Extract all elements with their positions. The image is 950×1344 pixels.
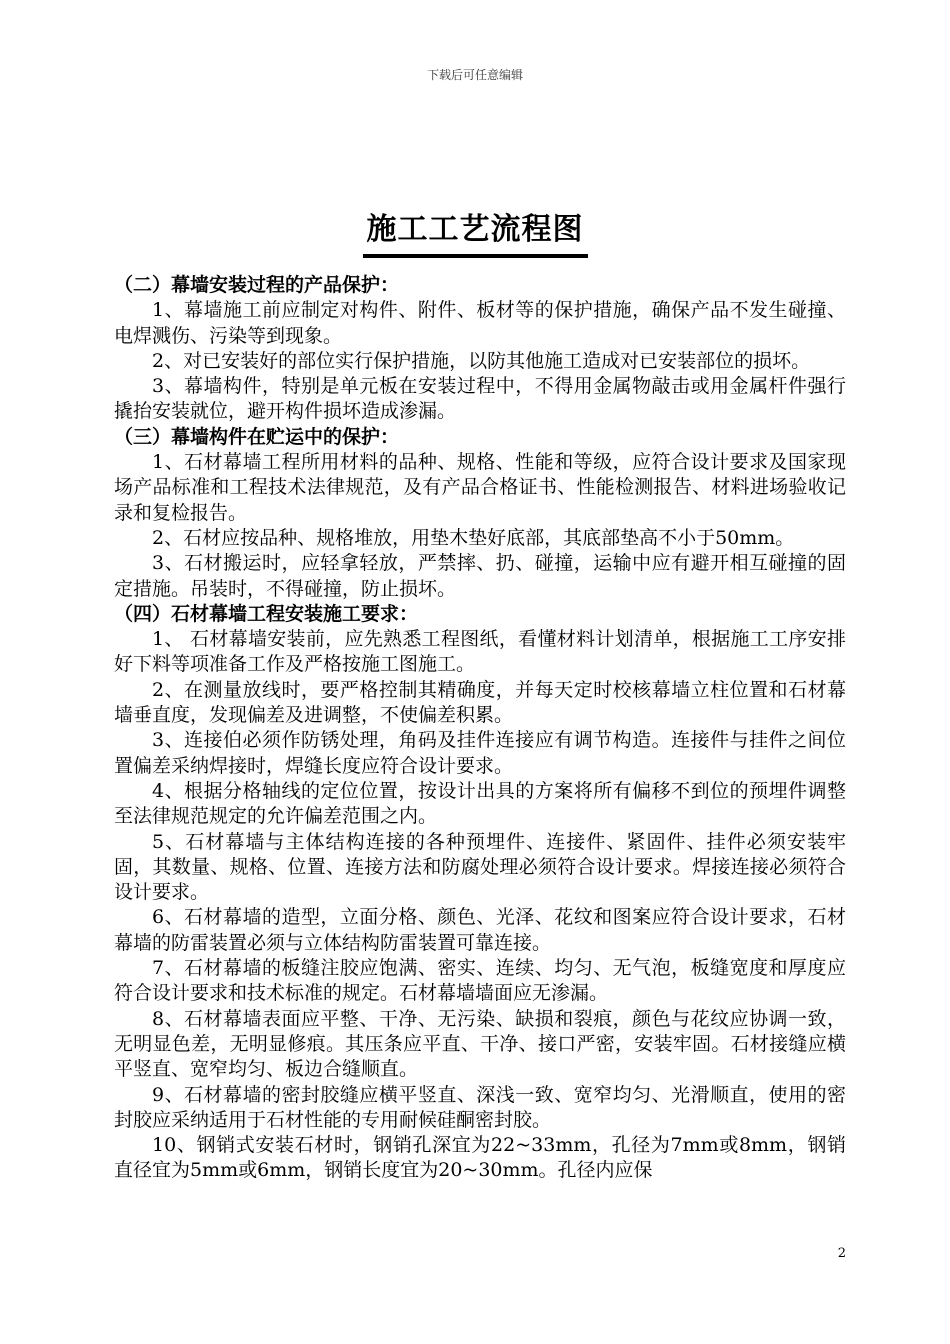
paragraph: 10、钢销式安装石材时，钢销孔深宜为22~33mm，孔径为7mm或8mm，钢销直径宜为5mm或6mm，钢销长度宜为20~30mm。孔径内应保 xyxy=(114,1134,846,1182)
paragraph: 2、石材应按品种、规格堆放，用垫木垫好底部，其底部垫高不小于50mm。 xyxy=(152,526,795,549)
page-number: 2 xyxy=(837,1246,846,1261)
header-note: 下载后可任意编辑 xyxy=(426,68,523,82)
paragraph: 1、幕墙施工前应制定对构件、附件、板材等的保护措施，确保产品不发生碰撞、电焊溅伤、污染等到现象。 xyxy=(114,299,846,347)
paragraph: 4、根据分格轴线的定位位置，按设计出具的方案将所有偏移不到位的预埋件调整至法律规范规定的允许偏差范围之内。 xyxy=(114,779,846,828)
title-wrap xyxy=(0,204,950,258)
section-heading: （三）幕墙构件在贮运中的保护： xyxy=(114,425,400,448)
paragraph: 3、幕墙构件，特别是单元板在安装过程中，不得用金属物敲击或用金属杆件强行撬抬安装就位，避开构件损坏造成渗漏。 xyxy=(114,375,846,423)
section-heading: （四）石材幕墙工程安装施工要求： xyxy=(114,602,419,625)
paragraph: 7、石材幕墙的板缝注胶应饱满、密实、连续、均匀、无气泡，板缝宽度和厚度应符合设计要求和技术标准的规定。石材幕墙墙面应无渗漏。 xyxy=(114,957,846,1005)
document-body xyxy=(114,273,846,1184)
paragraph: 5、石材幕墙与主体结构连接的各种预埋件、连接件、紧固件、挂件必须安装牢固，其数量、规格、位置、连接方法和防腐处理必须符合设计要求。焊接连接必须符合设计要求。 xyxy=(114,830,846,904)
page-title: 施工工艺流程图 xyxy=(363,204,588,258)
section-heading: （二）幕墙安装过程的产品保护： xyxy=(114,274,400,296)
paragraph: 8、石材幕墙表面应平整、干净、无污染、缺损和裂痕，颜色与花纹应协调一致，无明显色差，无明显修痕。其压条应平直、干净、接口严密，安装牢固。石材接缝应横平竖直、宽窄均匀、板边合缝顺直。 xyxy=(114,1007,846,1081)
paragraph: 2、对已安装好的部位实行保护措施，以防其他施工造成对已安装部位的损坏。 xyxy=(152,349,811,372)
paragraph: 2、在测量放线时，要严格控制其精确度，并每天定时校核幕墙立柱位置和石材幕墙垂直度，发现偏差及进调整，不使偏差积累。 xyxy=(114,678,846,727)
paragraph: 3、石材搬运时，应轻拿轻放，严禁摔、扔、碰撞，运输中应有避开相互碰撞的固定措施。吊装时，不得碰撞，防止损坏。 xyxy=(114,552,846,600)
paragraph: 1、 石材幕墙安装前，应先熟悉工程图纸，看懂材料计划清单，根据施工工序安排好下料等项准备工作及严格按施工图施工。 xyxy=(114,628,846,676)
paragraph: 3、连接伯必须作防锈处理，角码及挂件连接应有调节构造。连接件与挂件之间位置偏差采纳焊接时，焊缝长度应符合设计要求。 xyxy=(114,729,846,777)
paragraph: 1、石材幕墙工程所用材料的品种、规格、性能和等级，应符合设计要求及国家现场产品标准和工程技术法律规范，及有产品合格证书、性能检测报告、材料进场验收记录和复检报告。 xyxy=(114,451,846,524)
paragraph: 9、石材幕墙的密封胶缝应横平竖直、深浅一致、宽窄均匀、光滑顺直，使用的密封胶应采纳适用于石材性能的专用耐候硅酮密封胶。 xyxy=(114,1083,846,1131)
paragraph: 6、石材幕墙的造型，立面分格、颜色、光泽、花纹和图案应符合设计要求，石材幕墙的防雷装置必须与立体结构防雷装置可靠连接。 xyxy=(114,906,846,954)
